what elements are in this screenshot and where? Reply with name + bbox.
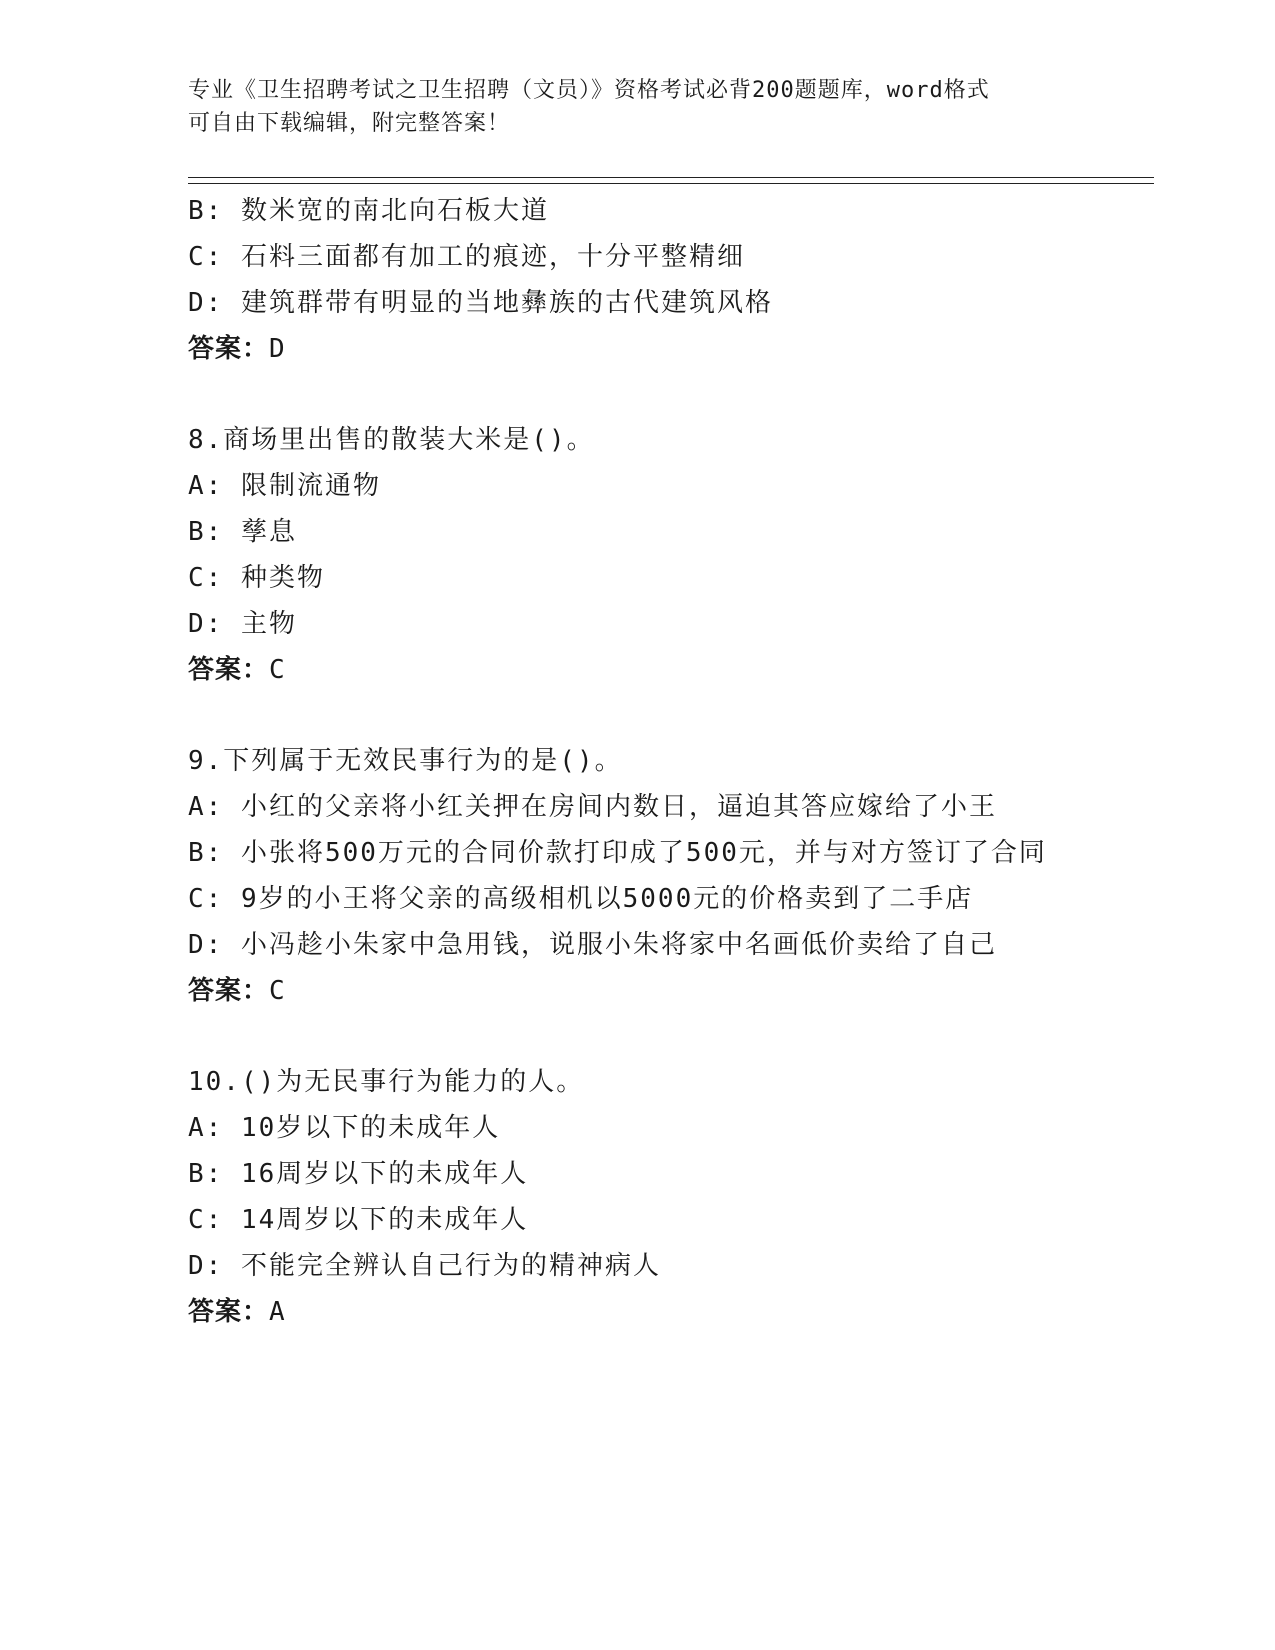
answer-line [188,326,1148,372]
answer-line [188,647,1148,693]
answer-line [188,968,1148,1014]
option-c: C: 石料三面都有加工的痕迹，十分平整精细 [188,242,745,272]
option-a: A: 10岁以下的未成年人 [188,1113,501,1143]
option-c: C: 种类物 [188,563,325,593]
answer-value: C [269,976,285,1006]
option-d: D: 主物 [188,609,297,639]
question-8 [188,417,1148,693]
question-text: 8.商场里出售的散装大米是()。 [188,425,595,455]
document-header [188,74,1088,140]
header-divider-bottom [188,183,1154,184]
question-text: 10.()为无民事行为能力的人。 [188,1067,585,1097]
answer-line [188,1289,1148,1335]
option-b: B: 数米宽的南北向石板大道 [188,196,549,226]
option-d: D: 小冯趁小朱家中急用钱，说服小朱将家中名画低价卖给了自己 [188,930,997,960]
question-10 [188,1059,1148,1335]
answer-label: 答案： [188,1297,270,1327]
option-c: C: 14周岁以下的未成年人 [188,1205,529,1235]
answer-label: 答案： [188,334,270,364]
answer-value: D [269,334,285,364]
question-7-tail [188,188,1148,372]
option-b: B: 16周岁以下的未成年人 [188,1159,529,1189]
answer-label: 答案： [188,976,270,1006]
question-text: 9.下列属于无效民事行为的是()。 [188,746,623,776]
option-d: D: 建筑群带有明显的当地彝族的古代建筑风格 [188,288,773,318]
option-d: D: 不能完全辨认自己行为的精神病人 [188,1251,661,1281]
header-line-1: 专业《卫生招聘考试之卫生招聘（文员）》资格考试必背200题题库，word格式 [188,78,990,103]
option-b: B: 小张将500万元的合同价款打印成了500元，并与对方签订了合同 [188,838,1047,868]
answer-value: C [269,655,285,685]
option-a: A: 限制流通物 [188,471,381,501]
option-b: B: 孳息 [188,517,297,547]
question-list [188,188,1148,1335]
option-a: A: 小红的父亲将小红关押在房间内数日，逼迫其答应嫁给了小王 [188,792,997,822]
option-c: C: 9岁的小王将父亲的高级相机以5000元的价格卖到了二手店 [188,884,974,914]
question-9 [188,738,1148,1014]
answer-label: 答案： [188,655,270,685]
header-divider-top [188,177,1154,178]
header-line-2: 可自由下载编辑，附完整答案！ [188,111,511,136]
answer-value: A [269,1297,285,1327]
